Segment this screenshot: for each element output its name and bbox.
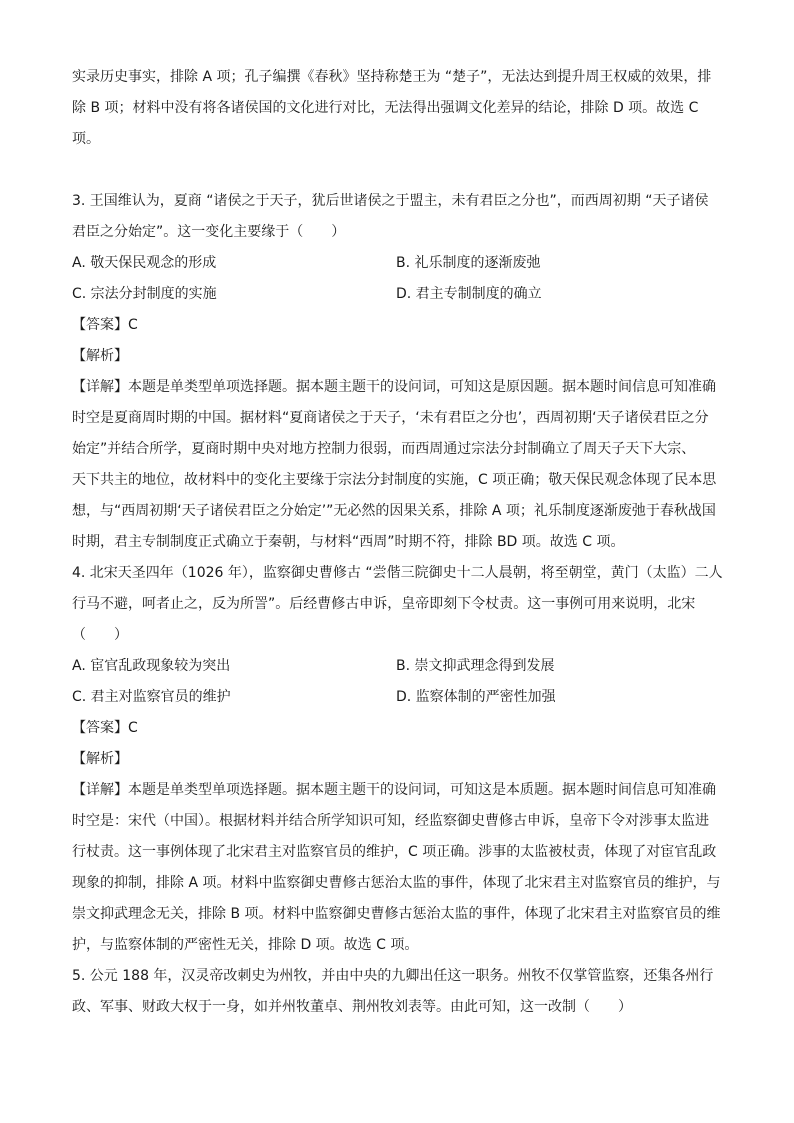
question-stem: （ ）	[72, 627, 128, 643]
analysis-line: 现象的抑制，排除 A 项。材料中监察御史曹修古惩治太监的事件，体现了北宋君主对监察官员的维护，与	[72, 875, 721, 891]
document-page	[72, 62, 732, 1023]
text-line: 除 B 项；材料中没有将各诸侯国的文化进行对比，无法得出强调文化差异的结论，排除 D 项。故选 C	[72, 100, 699, 116]
question-stem: 4. 北宋天圣四年（1026 年），监察御史曹修古 “尝偕三院御史十二人晨朝，将至朝堂，黄门（太监）二人	[72, 565, 723, 581]
option-b: B. 崇文抑武理念得到发展	[396, 658, 555, 674]
option-a: A. 敬天保民观念的形成	[72, 255, 217, 271]
spacer	[72, 155, 732, 186]
question-3	[72, 186, 732, 558]
analysis-label: 【解析】	[72, 751, 128, 767]
option-b: B. 礼乐制度的逐渐废弛	[396, 255, 541, 271]
option-a: A. 宦官乱政现象较为突出	[72, 658, 231, 674]
analysis-line: 【详解】本题是单类型单项选择题。据本题主题干的设问词，可知这是本质题。据本题时间信息可知准确	[72, 782, 716, 798]
option-d: D. 监察体制的严密性加强	[396, 689, 556, 705]
analysis-line: 行杖责。这一事例体现了北宋君主对监察官员的维护，C 项正确。涉事的太监被杖责，体现了对宦官乱政	[72, 844, 717, 860]
text-line: 项。	[72, 131, 100, 147]
question-stem: 行马不避，呵者止之，反为所詈”。后经曹修古申诉，皇帝即刻下令杖责。这一事例可用来说明，北宋	[72, 596, 696, 612]
options-row	[72, 651, 732, 682]
previous-analysis-continuation	[72, 62, 732, 155]
question-stem: 政、军事、财政大权于一身，如并州牧董卓、荆州牧刘表等。由此可知，这一改制（ ）	[72, 999, 632, 1015]
options-row	[72, 248, 732, 279]
analysis-line: 天下共主的地位，故材料中的变化主要缘于宗法分封制度的实施，C 项正确；敬天保民观念体现了民本思	[72, 472, 717, 488]
analysis-line: 想，与“西周初期‘天子诸侯君臣之分始定’”无必然的因果关系，排除 A 项；礼乐制度逐渐废弛于春秋战国	[72, 503, 716, 519]
analysis-label: 【解析】	[72, 348, 128, 364]
question-4	[72, 558, 732, 961]
text-line: 实录历史事实，排除 A 项；孔子编撰《春秋》坚持称楚王为 “楚子”，无法达到提升周王权威的效果，排	[72, 69, 712, 85]
options-row	[72, 682, 732, 713]
option-c: C. 君主对监察官员的维护	[72, 689, 231, 705]
option-c: C. 宗法分封制度的实施	[72, 286, 217, 302]
option-d: D. 君主专制制度的确立	[396, 286, 542, 302]
analysis-line: 崇文抑武理念无关，排除 B 项。材料中监察御史曹修古惩治太监的事件，体现了北宋君主对监察官员的维	[72, 906, 721, 922]
answer-line: 【答案】C	[72, 317, 138, 333]
answer-line: 【答案】C	[72, 720, 138, 736]
analysis-line: 始定”并结合所学，夏商时期中央对地方控制力很弱，而西周通过宗法分封制确立了周天子天下大宗、	[72, 441, 696, 457]
analysis-line: 时空是：宋代（中国）。根据材料并结合所学知识可知，经监察御史曹修古申诉，皇帝下令对涉事太监进	[72, 813, 709, 829]
question-5	[72, 961, 732, 1023]
options-row	[72, 279, 732, 310]
analysis-line: 护，与监察体制的严密性无关，排除 D 项。故选 C 项。	[72, 937, 419, 953]
analysis-line: 【详解】本题是单类型单项选择题。据本题主题干的设问词，可知这是原因题。据本题时间信息可知准确	[72, 379, 716, 395]
question-stem: 3. 王国维认为，夏商 “诸侯之于天子，犹后世诸侯之于盟主，未有君臣之分也”，而西周初期 “天子诸侯	[72, 193, 709, 209]
question-stem: 5. 公元 188 年，汉灵帝改刺史为州牧，并由中央的九卿出任这一职务。州牧不仅掌管监察，还集各州行	[72, 968, 714, 984]
analysis-line: 时期，君主专制制度正式确立于秦朝，与材料“西周”时期不符，排除 BD 项。故选 C 项。	[72, 534, 625, 550]
analysis-line: 时空是夏商周时期的中国。据材料“夏商诸侯之于天子，‘未有君臣之分也’，西周初期‘天子诸侯君臣之分	[72, 410, 709, 426]
question-stem: 君臣之分始定”。这一变化主要缘于（ ）	[72, 224, 346, 240]
